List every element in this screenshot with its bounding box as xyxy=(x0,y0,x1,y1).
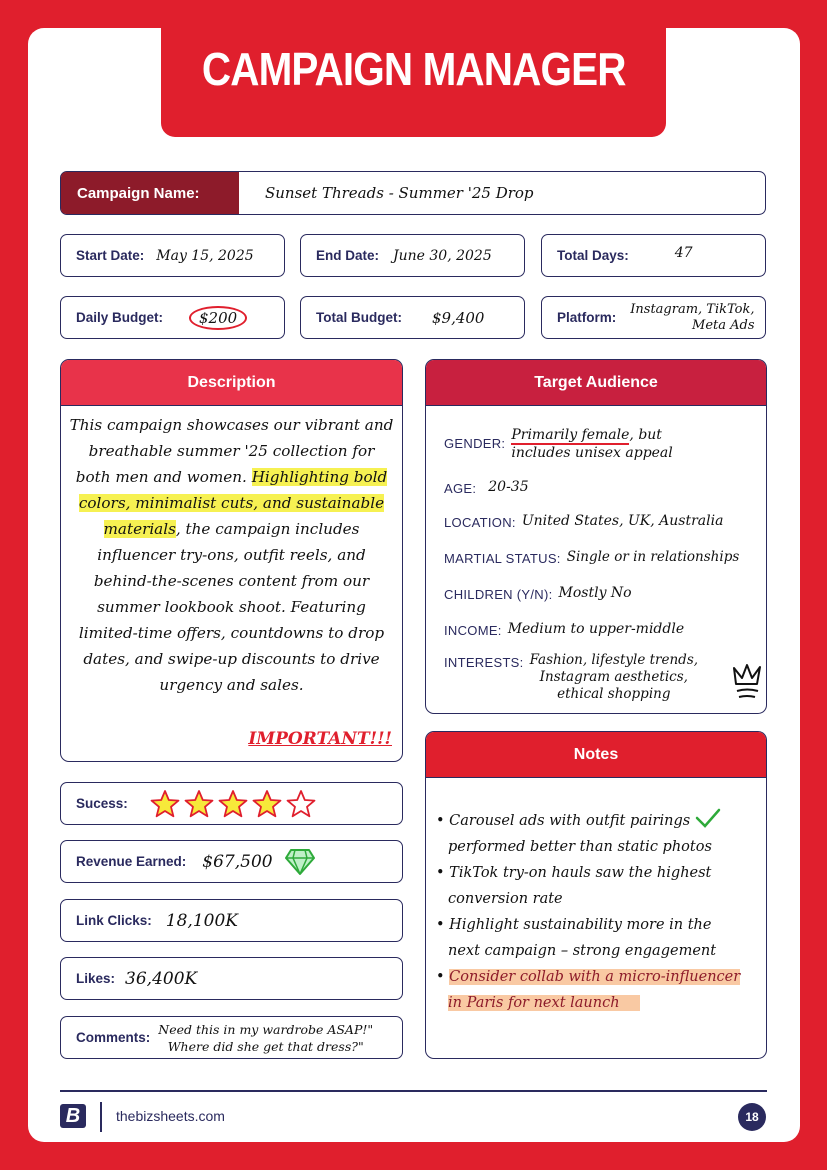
checkmark-icon xyxy=(695,808,721,828)
success-rating xyxy=(150,789,316,819)
interests-line2: Instagram aesthetics, xyxy=(539,669,688,685)
footer-separator xyxy=(100,1102,102,1132)
total-budget-value: $9,400 xyxy=(431,308,485,327)
platform-value-line2: Meta Ads xyxy=(692,317,755,333)
age-label: AGE: xyxy=(444,481,477,496)
success-label: Sucess: xyxy=(76,796,128,811)
marital-label: MARTIAL STATUS: xyxy=(444,551,561,566)
description-heading: Description xyxy=(61,360,402,406)
note-2-line2: conversion rate xyxy=(448,891,563,907)
note-item: • TikTok try-on hauls saw the highest conversion rate xyxy=(436,860,711,912)
revenue-value: $67,500 xyxy=(202,851,273,872)
title-banner xyxy=(161,0,666,137)
age-value: 20-35 xyxy=(488,479,529,495)
comment-2: Where did she get that dress?" xyxy=(167,1038,364,1054)
interests-value xyxy=(530,652,698,703)
star-filled-icon xyxy=(252,789,282,819)
children-row xyxy=(444,584,632,602)
comments-field xyxy=(60,1016,403,1059)
interests-row xyxy=(444,652,698,703)
link-clicks-label: Link Clicks: xyxy=(76,913,152,928)
page-number: 18 xyxy=(738,1103,766,1131)
likes-value: 36,400K xyxy=(125,968,198,989)
footer-divider xyxy=(60,1090,767,1092)
note-3-line1: Highlight sustainability more in the xyxy=(449,917,712,933)
start-date-label: Start Date: xyxy=(76,248,145,263)
income-label: INCOME: xyxy=(444,623,502,638)
location-value: United States, UK, Australia xyxy=(521,513,724,529)
note-1-line1: Carousel ads with outfit pairings xyxy=(449,813,691,829)
notes-heading: Notes xyxy=(426,732,766,778)
location-label: LOCATION: xyxy=(444,515,516,530)
start-date-value: May 15, 2025 xyxy=(156,247,254,264)
brand-logo: B xyxy=(60,1104,86,1128)
link-clicks-value: 18,100K xyxy=(165,910,238,931)
end-date-field xyxy=(300,234,525,277)
star-filled-icon xyxy=(184,789,214,819)
platform-label: Platform: xyxy=(557,310,617,325)
total-budget-label: Total Budget: xyxy=(316,310,402,325)
star-empty-icon xyxy=(286,789,316,819)
description-text-before: This campaign showcases our vibrant and breathable summer '25 collection for both men and women. xyxy=(69,416,394,486)
footer-website-link[interactable]: thebizsheets.com xyxy=(116,1108,225,1124)
children-label: CHILDREN (Y/N): xyxy=(444,587,553,602)
interests-line1: Fashion, lifestyle trends, xyxy=(529,652,699,668)
gender-underlined: Primarily female xyxy=(511,427,630,443)
description-text-after: , the campaign includes influencer try-ons, outfit reels, and behind-the-scenes content from our summer lookbook shoot. Featuring limited-time offers, countdowns to drop dates, and swipe-up discounts to drive urgency and sales. xyxy=(78,520,385,694)
daily-budget-field xyxy=(60,296,285,339)
platform-field xyxy=(541,296,766,339)
comments-value xyxy=(158,1021,373,1055)
marital-value: Single or in relationships xyxy=(566,549,740,565)
end-date-value: June 30, 2025 xyxy=(393,247,492,264)
link-clicks-field xyxy=(60,899,403,942)
description-panel xyxy=(60,359,403,762)
success-field xyxy=(60,782,403,825)
platform-value-line1: Instagram, TikTok, xyxy=(630,301,755,317)
note-4-line1: Consider collab with a micro-influencer xyxy=(449,969,741,985)
interests-line3: ethical shopping xyxy=(557,686,671,702)
total-budget-field xyxy=(300,296,525,339)
end-date-label: End Date: xyxy=(316,248,380,263)
crown-doodle-icon xyxy=(732,662,762,700)
description-highlight: Highlighting bold colors, minimalist cuts, and sustainable materials xyxy=(78,468,388,538)
star-filled-icon xyxy=(218,789,248,819)
platform-value xyxy=(630,302,754,334)
likes-field xyxy=(60,957,403,1000)
start-date-field xyxy=(60,234,285,277)
comments-label: Comments: xyxy=(76,1030,151,1045)
total-days-field xyxy=(541,234,766,277)
notes-panel xyxy=(425,731,767,1059)
revenue-field xyxy=(60,840,403,883)
comment-1: Need this in my wardrobe ASAP!" xyxy=(158,1021,374,1037)
note-item: • Carousel ads with outfit pairings performed better than static photos xyxy=(436,808,721,860)
total-days-value: 47 xyxy=(674,244,693,261)
gender-rest: , but includes unisex appeal xyxy=(511,427,673,461)
note-item: • Consider collab with a micro-influencer in Paris for next launch xyxy=(436,969,741,1011)
target-audience-panel xyxy=(425,359,767,714)
marital-row xyxy=(444,548,739,566)
note-item: • Highlight sustainability more in the next campaign – strong engagement xyxy=(436,912,716,964)
note-4-line2: in Paris for next launch xyxy=(448,995,640,1011)
diamond-icon xyxy=(285,848,315,876)
campaign-name-label: Campaign Name: xyxy=(61,172,239,214)
important-note: IMPORTANT!!! xyxy=(248,729,392,749)
income-value: Medium to upper-middle xyxy=(507,621,685,637)
note-3-line2: next campaign – strong engagement xyxy=(448,943,717,959)
daily-budget-label: Daily Budget: xyxy=(76,310,164,325)
campaign-name-field xyxy=(60,171,766,215)
total-days-label: Total Days: xyxy=(557,248,629,263)
revenue-label: Revenue Earned: xyxy=(76,854,187,869)
note-2-line1: TikTok try-on hauls saw the highest xyxy=(449,865,712,881)
target-audience-heading: Target Audience xyxy=(426,360,766,406)
gender-row xyxy=(444,426,711,462)
income-row xyxy=(444,620,684,638)
gender-value xyxy=(511,426,711,462)
page-title: CAMPAIGN MANAGER xyxy=(201,42,626,95)
note-1-line2: performed better than static photos xyxy=(448,839,712,855)
interests-label: INTERESTS: xyxy=(444,655,524,670)
location-row xyxy=(444,512,723,530)
star-filled-icon xyxy=(150,789,180,819)
description-text xyxy=(61,406,402,698)
gender-label: GENDER: xyxy=(444,436,506,451)
children-value: Mostly No xyxy=(558,585,632,601)
daily-budget-value: $200 xyxy=(189,306,247,330)
campaign-name-value: Sunset Threads - Summer '25 Drop xyxy=(265,184,534,202)
age-row xyxy=(444,478,529,496)
likes-label: Likes: xyxy=(76,971,116,986)
